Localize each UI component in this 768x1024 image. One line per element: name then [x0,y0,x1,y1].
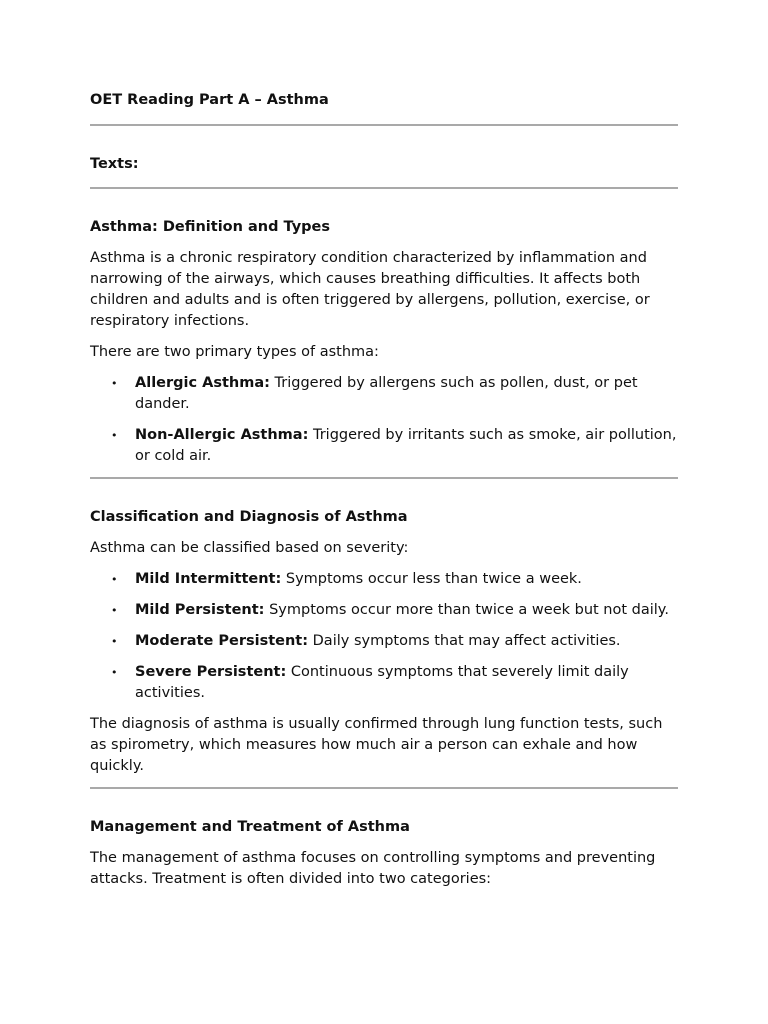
bullet-icon: • [111,666,118,679]
list-item-term: Mild Intermittent: [135,571,282,587]
severity-list [90,569,678,704]
list-item-term: Severe Persistent: [135,664,287,680]
list-item [111,600,678,621]
bullet-icon: • [111,573,118,586]
section-heading: Asthma: Definition and Types [90,219,330,235]
list-item [111,662,678,704]
list-item [111,373,678,415]
bullet-icon: • [111,604,118,617]
asthma-types-list [90,373,678,467]
list-item-text: Triggered by allergens such as pollen, dust, or pet dander. [135,375,638,412]
list-item-text: Triggered by irritants such as smoke, air pollution, or cold air. [135,427,677,464]
paragraph: There are two primary types of asthma: [90,344,379,360]
section-management [90,817,678,890]
paragraph: The diagnosis of asthma is usually confirmed through lung function tests, such as spirometry, which measures how much air a person can exhale and how quickly. [90,716,663,774]
bullet-icon: • [111,429,118,442]
list-item [111,631,678,652]
document-title: OET Reading Part A – Asthma [90,92,329,108]
divider [90,124,678,126]
list-item-text: Continuous symptoms that severely limit daily activities. [135,664,629,701]
document-page [90,0,678,890]
list-item-term: Moderate Persistent: [135,633,309,649]
bullet-icon: • [111,635,118,648]
list-item [111,569,678,590]
section-classification [90,507,678,777]
bullet-icon: • [111,377,118,390]
paragraph: Asthma can be classified based on severity: [90,540,409,556]
section-heading: Classification and Diagnosis of Asthma [90,509,408,525]
list-item-term: Non-Allergic Asthma: [135,427,309,443]
list-item-text: Daily symptoms that may affect activities. [308,633,621,649]
paragraph: Asthma is a chronic respiratory condition characterized by inflammation and narrowing of the airways, which causes breathing difficulties. It affects both children and adults and is often triggered by allergens, pollution, exercise, or respiratory infections. [90,250,650,329]
divider [90,187,678,189]
list-item-term: Mild Persistent: [135,602,265,618]
paragraph: The management of asthma focuses on controlling symptoms and preventing attacks. Treatment is often divided into two categories: [90,850,656,887]
section-definition [90,217,678,467]
divider [90,477,678,479]
list-item-text: Symptoms occur less than twice a week. [281,571,582,587]
list-item-text: Symptoms occur more than twice a week but not daily. [264,602,669,618]
list-item-term: Allergic Asthma: [135,375,270,391]
section-heading: Management and Treatment of Asthma [90,819,410,835]
list-item [111,425,678,467]
divider [90,787,678,789]
texts-heading: Texts: [90,156,139,172]
